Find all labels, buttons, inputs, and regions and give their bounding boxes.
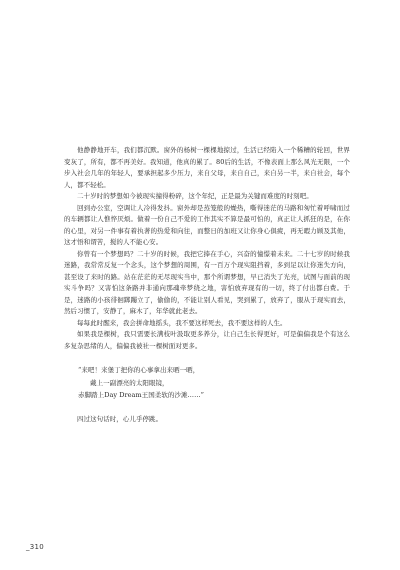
page-number: _310 [26, 543, 45, 551]
paragraph-4: 你曾有一个梦想吗？二十岁的时候，我把它捧在手心，兴奋的憧憬着未来。二十七岁的时候我迷路，我常常反复一个念头，这个梦想的周围，有一百万个现实阻挡着，多到足以让你迷失方向，甚至设了来时的路。站在茫茫的无尽现实当中，那个所谓梦想，早已消失了光亮，试图与面前的现实斗争吗？又害怕这条路并非通向那魂牵梦绕之地，害怕放弃现有的一切，终了付出都白费。于是，迷路的小孩徘徊踯躅立了，偷偷的，不能让别人看见，哭到累了，放弃了，服从于现实而去，然后习惯了，安静了，麻木了，年华就此老去。 [64, 249, 350, 315]
quote-line-1: “来吧！来堡丁把你的心事拿出来晒一晒， [78, 366, 200, 374]
paragraph-3: 回到办公室，空调让人冷得发抖。窗外却是蒸笼般的燥热，嘶得迷茫的马路和匆忙着呼啸而过的车辆都让人憔悴厌烦。做着一份自己不爱的工作其实不算是最可怕的，真正让人抓狂的是，在你的心里，对另一件事有着执著的热爱和向往，而整日的加班又让你身心俱疲，再无暇力顾及其他，这才悟和谓苦，搅的人不能心安。 [64, 203, 350, 246]
quote-block [64, 364, 350, 402]
paragraph-2: 二十岁时的梦想如今被现实撞得粉碎，这个年纪，正是最为关键而难度的时刻吧。 [77, 192, 313, 200]
paragraph-5: 每每此时醒来，我会拼命地摇头，我不要这样死去，我不要这样的人生。 [77, 318, 287, 327]
body-text [64, 145, 350, 425]
quote-line-2: 戴上一副漂亮的太阳眼镜， [90, 378, 169, 387]
closing-paragraph: 四过这句话时，心儿乎停跳。 [77, 414, 163, 423]
paragraph-1: 他静静地开车，我们都沉默。窗外的杨树一棵棵地掠过，生活已经陷入一个稀糟的轮回，世界变灰了，所有，都不再美好。我知道，他真的累了。80后的生活，不像表面上那么风光无限，一个步入社会几年的年轻人，要承担起多少压力，来自父母，来自自己，来自另一半，来自社会，每个人，都不轻松。 [64, 146, 350, 189]
quote-line-3: 赤脚踏上Day Dream王国柔软的沙滩……” [78, 391, 205, 399]
paragraph-6: 如果我是棵树，我只需要长满枝叶汲取更多养分，让自己生长得更好，可是偏偏我是个有这么多复杂思绪的人，偏偏我被社一棵树面对更多。 [64, 330, 350, 350]
